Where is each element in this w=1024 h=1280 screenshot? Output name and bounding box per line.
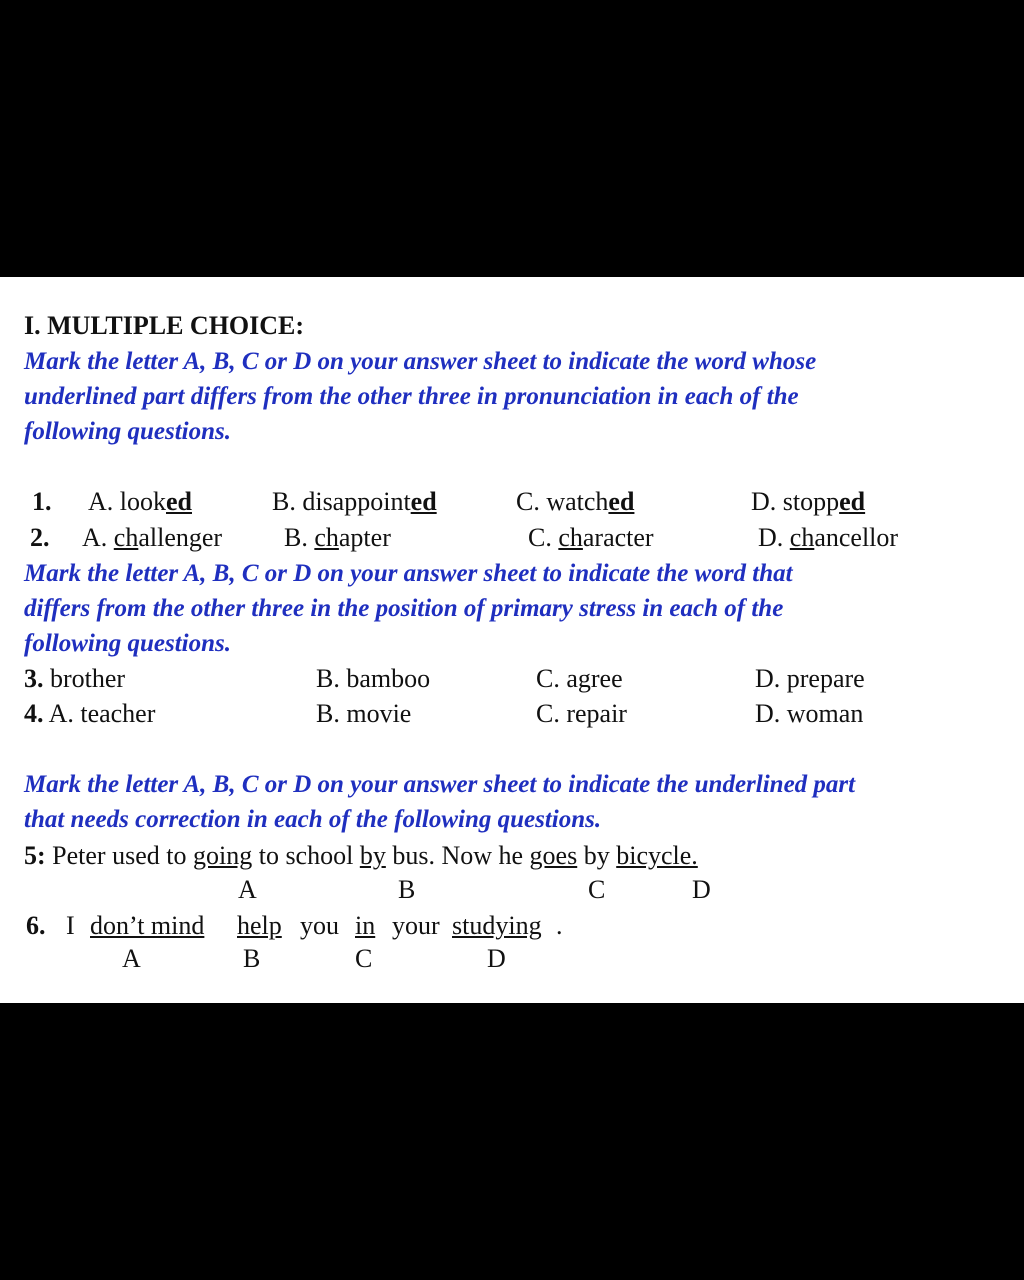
question-4-option-b: B. movie bbox=[316, 699, 412, 728]
underlined-part: ch bbox=[314, 523, 339, 552]
question-2-option-b bbox=[284, 523, 391, 553]
question-3-option-a bbox=[24, 664, 125, 694]
question-5-label-b: B bbox=[398, 875, 416, 904]
underlined-part: ed bbox=[839, 487, 866, 516]
instruction-line: following questions. bbox=[24, 630, 231, 657]
worksheet bbox=[0, 277, 1024, 1003]
question-2-option-c bbox=[528, 523, 654, 553]
question-1-option-c bbox=[516, 487, 634, 517]
sentence-text: to school bbox=[252, 841, 360, 870]
instruction-pronunciation bbox=[24, 344, 816, 449]
question-6-underlined-d: studying bbox=[452, 911, 542, 940]
question-1-option-b bbox=[272, 487, 437, 517]
option-text: D. bbox=[758, 523, 790, 552]
option-text: D. stopp bbox=[751, 487, 840, 516]
question-1-number: 1. bbox=[32, 487, 52, 516]
question-1-option-d bbox=[751, 487, 865, 517]
option-text: aracter bbox=[582, 523, 654, 552]
sentence-text: Peter used to bbox=[45, 841, 193, 870]
question-2-option-d bbox=[758, 523, 898, 553]
option-text: allenger bbox=[138, 523, 223, 552]
instruction-stress bbox=[24, 556, 793, 661]
option-text: ancellor bbox=[814, 523, 899, 552]
question-3-option-c: C. agree bbox=[536, 664, 623, 693]
question-3-option-d: D. prepare bbox=[755, 664, 865, 693]
sentence-text: bus. Now he bbox=[385, 841, 530, 870]
instruction-line: Mark the letter A, B, C or D on your answer sheet to indicate the word that bbox=[24, 560, 793, 587]
option-text: A. look bbox=[88, 487, 166, 516]
question-5-label-a: A bbox=[238, 875, 257, 904]
instruction-line: underlined part differs from the other three in pronunciation in each of the bbox=[24, 383, 799, 410]
question-2-option-a bbox=[82, 523, 222, 553]
underlined-part-b: by bbox=[359, 841, 386, 870]
question-4-option-d: D. woman bbox=[755, 699, 864, 728]
underlined-part: ed bbox=[166, 487, 192, 516]
underlined-part: ch bbox=[113, 523, 139, 552]
option-text: apter bbox=[338, 523, 391, 552]
option-text: A. bbox=[82, 523, 114, 552]
question-4-option-a bbox=[24, 699, 155, 729]
underlined-part: ch bbox=[558, 523, 583, 552]
question-6-word: you bbox=[300, 911, 339, 940]
underlined-part: ed bbox=[608, 487, 635, 516]
option-text: brother bbox=[43, 664, 126, 693]
question-5-number: 5: bbox=[24, 841, 46, 870]
underlined-part-c: goes bbox=[529, 841, 578, 870]
question-5-label-d: D bbox=[692, 875, 711, 904]
question-6-period: . bbox=[556, 911, 563, 940]
instruction-line: following questions. bbox=[24, 418, 231, 445]
question-1-option-a bbox=[88, 487, 192, 517]
question-6-label-b: B bbox=[243, 944, 261, 973]
option-text: C. bbox=[528, 523, 559, 552]
instruction-line: Mark the letter A, B, C or D on your answer sheet to indicate the word whose bbox=[24, 348, 817, 375]
underlined-part: ed bbox=[410, 487, 437, 516]
underlined-part: ch bbox=[789, 523, 815, 552]
option-text: B. disappoint bbox=[272, 487, 411, 516]
instruction-line: that needs correction in each of the following questions. bbox=[24, 806, 602, 833]
question-6-number: 6. bbox=[26, 911, 46, 940]
question-6-word: your bbox=[392, 911, 440, 940]
section-heading: I. MULTIPLE CHOICE: bbox=[24, 311, 305, 340]
instruction-line: differs from the other three in the position of primary stress in each of the bbox=[24, 595, 784, 622]
option-text: B. bbox=[284, 523, 315, 552]
question-4-number: 4. bbox=[24, 699, 44, 728]
question-6-underlined-a: don’t mind bbox=[90, 911, 205, 940]
option-text: C. watch bbox=[516, 487, 609, 516]
question-6-label-d: D bbox=[487, 944, 506, 973]
question-3-option-b: B. bamboo bbox=[316, 664, 431, 693]
option-text: A. teacher bbox=[43, 699, 156, 728]
underlined-part-a: going bbox=[192, 841, 253, 870]
question-4-option-c: C. repair bbox=[536, 699, 627, 728]
question-3-number: 3. bbox=[24, 664, 44, 693]
question-6-underlined-c: in bbox=[355, 911, 376, 940]
question-6-label-c: C bbox=[355, 944, 373, 973]
question-5-sentence bbox=[24, 841, 698, 871]
question-2-number: 2. bbox=[30, 523, 50, 552]
sentence-text: by bbox=[577, 841, 617, 870]
question-5-label-c: C bbox=[588, 875, 606, 904]
instruction-line: Mark the letter A, B, C or D on your answer sheet to indicate the underlined part bbox=[24, 771, 856, 798]
instruction-error-correction bbox=[24, 767, 855, 837]
underlined-part-d: bicycle. bbox=[616, 841, 698, 870]
question-6-label-a: A bbox=[122, 944, 141, 973]
question-6-underlined-b: help bbox=[237, 911, 282, 940]
question-6-word: I bbox=[66, 911, 75, 940]
